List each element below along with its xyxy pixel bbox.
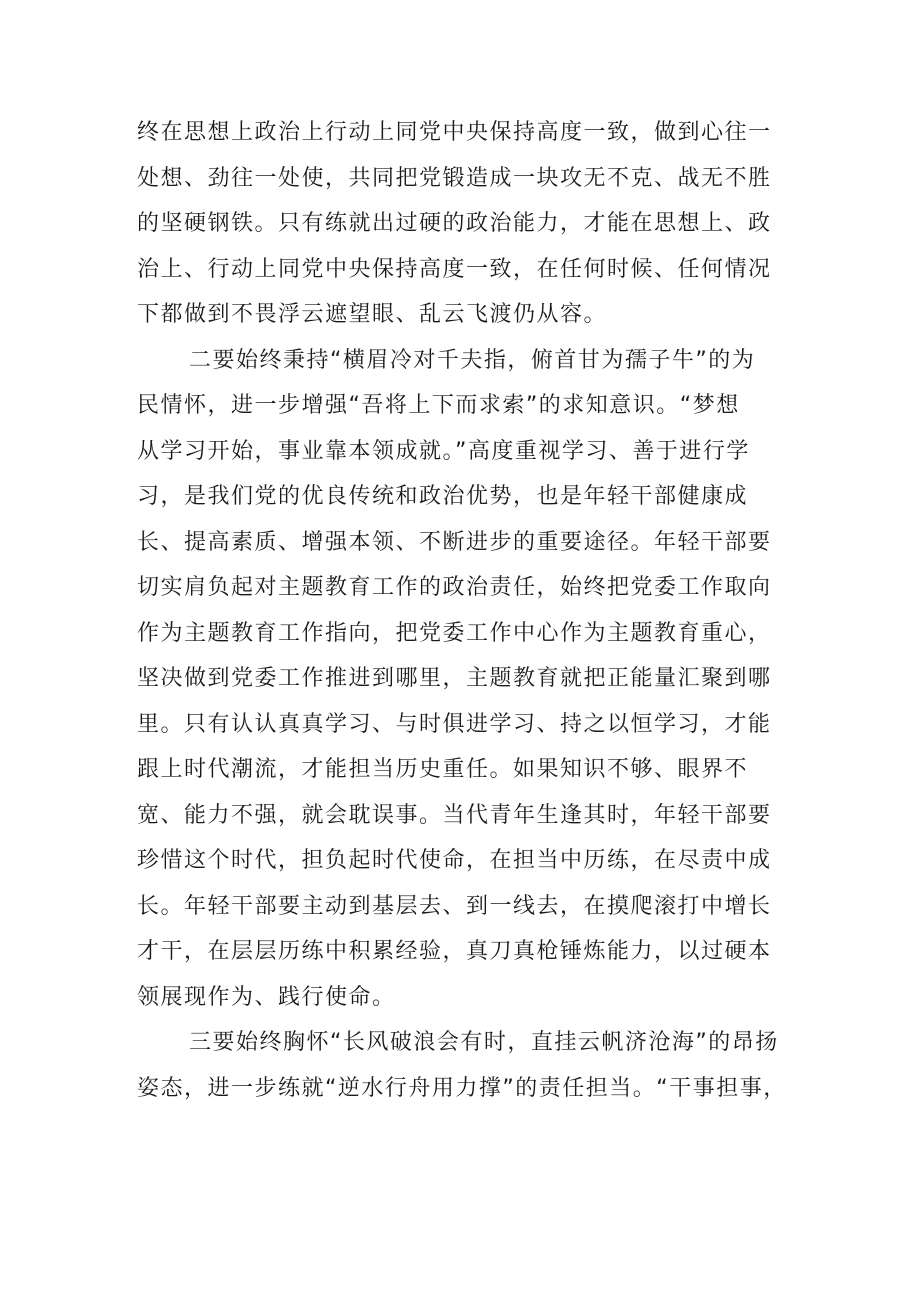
text-line: 治上、行动上同党中央保持高度一致，在任何时候、任何情况 [137, 256, 772, 282]
text-line: 习，是我们党的优良传统和政治优势，也是年轻干部健康成 [137, 484, 749, 509]
paragraph-start-line: 三要始终胸怀“长风破浪会有时，直挂云帆济沧海”的昂扬 [189, 1030, 779, 1055]
text-line: 民情怀，进一步增强“吾将上下而求索”的求知意识。“梦想 [137, 393, 740, 418]
text-line: 从学习开始，事业靠本领成就。”高度重视学习、善于进行学 [137, 438, 750, 464]
text-line: 领展现作为、践行使命。 [137, 984, 396, 1010]
text-line: 才干，在层层历练中积累经验，真刀真枪锤炼能力，以过硬本 [137, 939, 772, 964]
text-line: 终在思想上政治上行动上同党中央保持高度一致，做到心往一 [137, 120, 772, 145]
text-line: 的坚硬钢铁。只有练就出过硬的政治能力，才能在思想上、政 [137, 211, 772, 236]
text-line: 下都做到不畏浮云遮望眼、乱云飞渡仍从容。 [137, 302, 608, 327]
text-line: 跟上时代潮流，才能担当历史重任。如果知识不够、眼界不 [137, 757, 749, 782]
text-line: 处想、劲往一处使，共同把党锻造成一块攻无不克、战无不胜 [137, 165, 772, 191]
paragraph-start-line: 二要始终秉持“横眉冷对千夫指，俯首甘为孺子牛”的为 [189, 347, 756, 373]
text-line: 坚决做到党委工作推进到哪里，主题教育就把正能量汇聚到哪 [137, 666, 772, 691]
text-line: 切实肩负起对主题教育工作的政治责任，始终把党委工作取向 [137, 575, 772, 600]
text-line: 作为主题教育工作指向，把党委工作中心作为主题教育重心， [137, 620, 772, 646]
text-line: 里。只有认认真真学习、与时俱进学习、持之以恒学习，才能 [137, 711, 772, 737]
text-line: 姿态，进一步练就“逆水行舟用力撑”的责任担当。“干事担事， [137, 1075, 787, 1101]
text-line: 长。年轻干部要主动到基层去、到一线去，在摸爬滚打中增长 [137, 893, 772, 919]
text-line: 宽、能力不强，就会耽误事。当代青年生逢其时，年轻干部要 [137, 802, 772, 828]
text-line: 长、提高素质、增强本领、不断进步的重要途径。年轻干部要 [137, 529, 772, 555]
document-body [137, 110, 797, 1111]
text-line: 珍惜这个时代，担负起时代使命，在担当中历练，在尽责中成 [137, 848, 772, 873]
